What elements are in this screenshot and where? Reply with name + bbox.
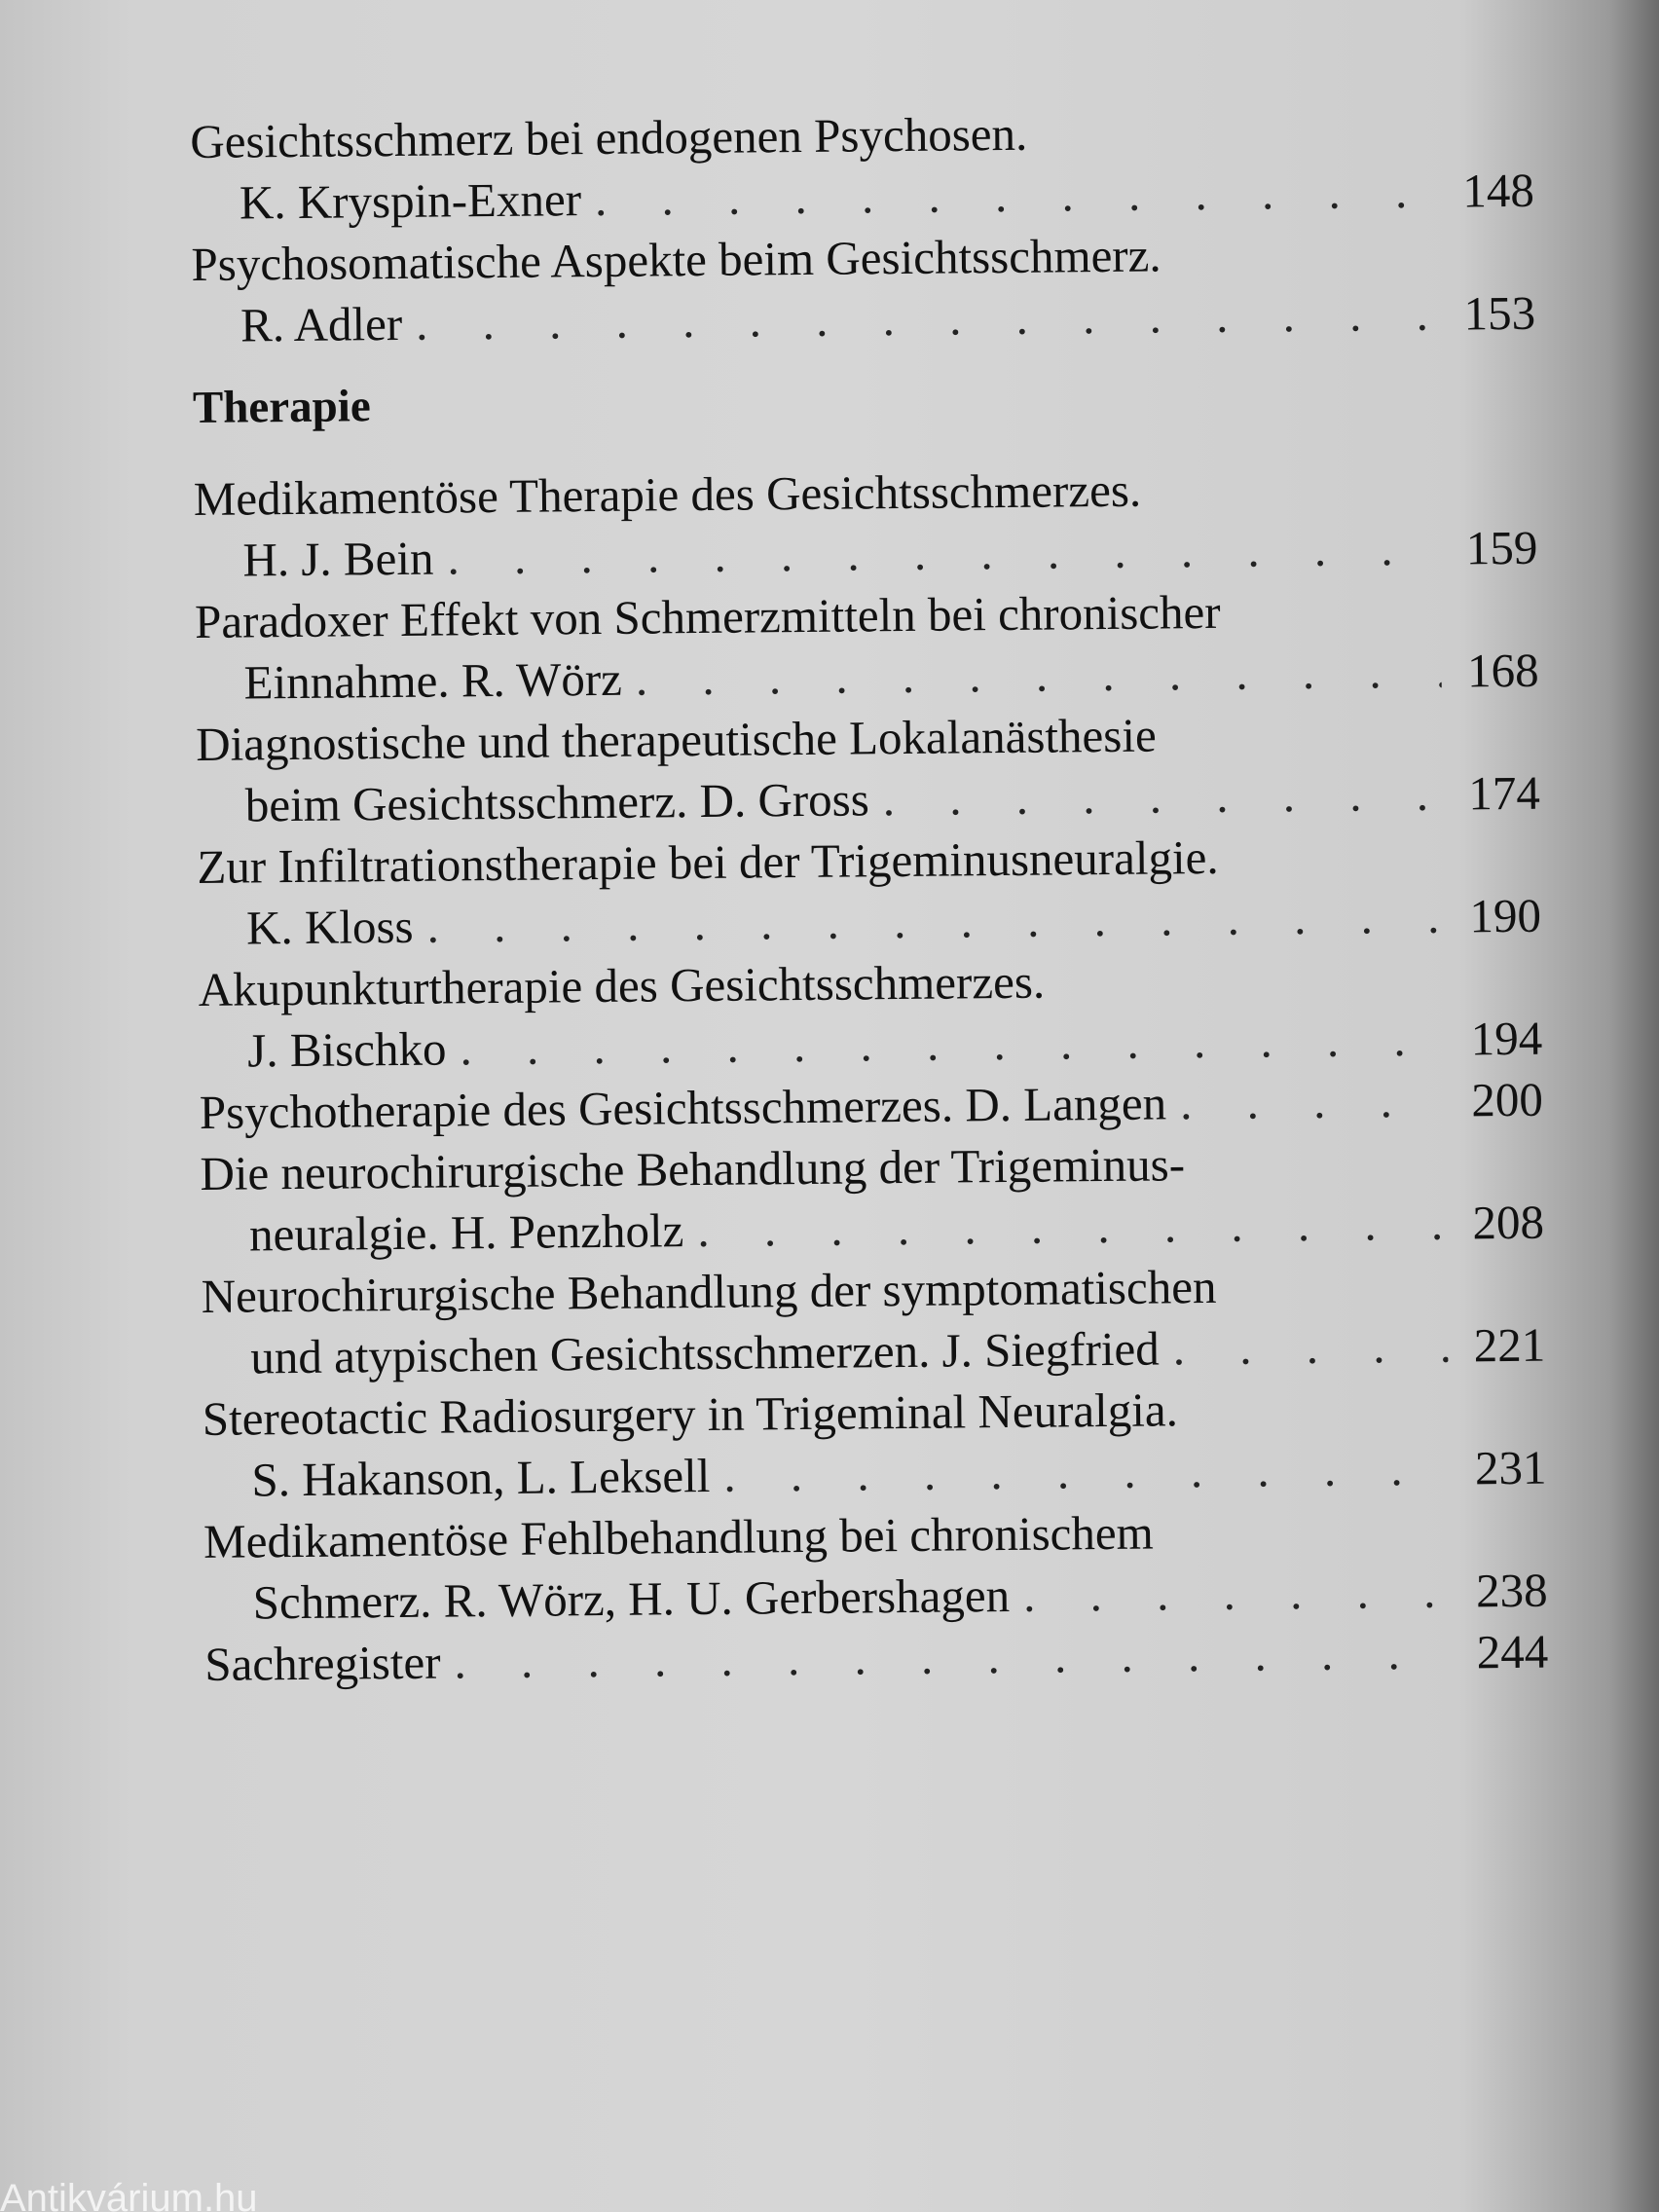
toc-entry-author: K. Kloss: [245, 899, 414, 955]
toc-page-number: 208: [1472, 1195, 1545, 1250]
toc-entry-title: Neurochirurgische Behandlung der symptomatischen: [201, 1259, 1217, 1323]
table-of-contents: [190, 98, 1549, 1695]
toc-entry-title: Akupunkturtherapie des Gesichtsschmerzes.: [198, 954, 1046, 1016]
leader-dots: [426, 886, 1444, 957]
leader-dots: [636, 641, 1442, 710]
toc-page-number: 159: [1465, 520, 1538, 575]
toc-entry: [196, 701, 1540, 836]
leader-dots: [595, 161, 1437, 230]
leader-dots: [416, 283, 1439, 354]
toc-entry-title: Diagnostische und therapeutische Lokalanästhesie: [195, 708, 1157, 771]
toc-entry-title: Zur Infiltrationstherapie bei der Trigeminusneuralgie.: [197, 830, 1219, 894]
leader-dots: [454, 1622, 1451, 1693]
watermark: Antikvárium.hu: [0, 2177, 258, 2212]
leader-dots: [1023, 1561, 1451, 1626]
toc-entry: [203, 1376, 1547, 1511]
leader-dots: [723, 1438, 1450, 1506]
toc-entry-author: Schmerz. R. Wörz, H. U. Gerbershagen: [252, 1567, 1011, 1630]
leader-dots: [460, 1009, 1445, 1080]
toc-page-number: 231: [1474, 1440, 1547, 1495]
toc-entry-title: Medikamentöse Therapie des Gesichtsschmerzes.: [193, 462, 1142, 526]
toc-page-number: 221: [1473, 1317, 1546, 1373]
toc-entry-title: Paradoxer Effekt von Schmerzmitteln bei chronischer: [194, 584, 1221, 648]
toc-entry-author: J. Bischko: [247, 1021, 447, 1078]
toc-entry-author: S. Hakanson, L. Leksell: [251, 1448, 711, 1507]
toc-entry: [203, 1498, 1548, 1634]
leader-dots: [1172, 1315, 1448, 1380]
toc-entry: [200, 1069, 1544, 1143]
toc-page-number: 174: [1468, 765, 1541, 821]
toc-entry-author: R. Adler: [240, 296, 403, 352]
toc-entry: [191, 221, 1535, 356]
toc-page-number: 194: [1470, 1011, 1543, 1066]
toc-entry-title: Medikamentöse Fehlbehandlung bei chronischem: [203, 1505, 1154, 1568]
toc-page-number: 153: [1463, 285, 1536, 341]
toc-entry-title: Gesichtsschmerz bei endogenen Psychosen.: [190, 106, 1028, 168]
toc-entry: [200, 1130, 1544, 1266]
toc-page-number: 200: [1471, 1072, 1544, 1127]
toc-entry-author: K. Kryspin-Exner: [239, 172, 582, 230]
toc-entry-author: Einnahme. R. Wörz: [243, 651, 623, 710]
section-heading: Therapie: [192, 381, 371, 433]
leader-dots: [447, 518, 1441, 589]
toc-entry-title: Psychotherapie des Gesichtsschmerzes. D. Langen: [199, 1076, 1167, 1139]
toc-entry-index: [204, 1621, 1549, 1695]
toc-page-number: 190: [1469, 888, 1542, 943]
toc-entry-title: Psychosomatische Aspekte beim Gesichtsschmerz.: [191, 228, 1161, 291]
toc-entry-author: und atypischen Gesichtsschmerzen. J. Siegfried: [250, 1321, 1160, 1384]
toc-page-number: 238: [1475, 1563, 1548, 1618]
toc-entry-author: H. J. Bein: [242, 531, 434, 587]
toc-entry-title: Sachregister: [204, 1635, 441, 1691]
toc-entry-author: neuralgie. H. Penzholz: [248, 1203, 684, 1262]
toc-entry-title: Die neurochirurgische Behandlung der Trigeminus-: [200, 1137, 1186, 1200]
toc-entry: [194, 456, 1538, 591]
leader-dots: [697, 1193, 1447, 1261]
toc-page-number: 168: [1466, 643, 1539, 698]
toc-page-number: 244: [1476, 1624, 1549, 1679]
toc-entry: [195, 578, 1539, 714]
leader-dots: [882, 763, 1443, 830]
leader-dots: [1180, 1070, 1446, 1134]
toc-entry-author: beim Gesichtsschmerz. D. Gross: [244, 772, 870, 832]
toc-entry: [201, 1253, 1545, 1388]
toc-entry-title: Stereotactic Radiosurgery in Trigeminal Neuralgia.: [202, 1382, 1179, 1446]
toc-page-number: 148: [1462, 163, 1535, 218]
toc-entry: [197, 824, 1541, 959]
toc-entry: [198, 946, 1542, 1082]
toc-entry: [190, 98, 1534, 234]
